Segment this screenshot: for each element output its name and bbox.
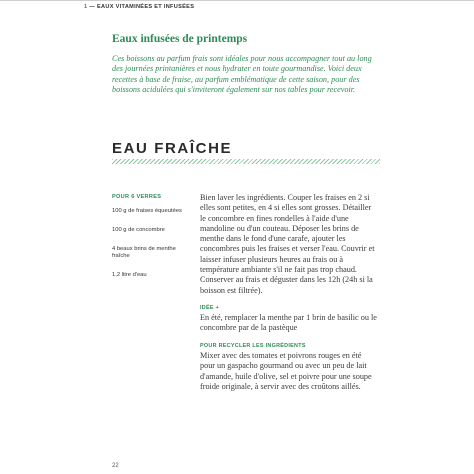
running-head-text [84,4,194,10]
ingredient-list [112,208,194,280]
ingredient-item: 4 beaux brins de menthe fraîche [112,245,176,260]
page-number: 22 [112,463,119,469]
serves-label: POUR 6 VERRES [112,194,162,200]
recycle-label: POUR RECYCLER LES INGRÉDIENTS [200,343,306,349]
ingredient-item: 100 g de concombre [112,226,165,233]
top-rule [0,0,474,1]
intro-title: Eaux infusées de printemps [112,33,248,45]
idea-text: En été, remplacer la menthe par 1 brin de basilic ou le concombre par de la pastèque [200,313,377,333]
running-head-separator: — [87,4,98,10]
chapter-number: 1 [84,4,88,10]
recycle-text: Mixer avec des tomates et poivrons rouges en été pour un gaspacho gourmand ou avec un peu de lait d'amande, huile d'olive, sel et poivre pour une soupe froide originale, à servir avec des croûtons aillés. [200,351,372,391]
hatched-divider [112,159,380,164]
method-text: Bien laver les ingrédients. Couper les fraises en 2 si elles sont petites, en 4 si elles sont grosses. Détailler le concombre en fines rondelles à l'aide d'une mandoline ou d'un couteau. Déposer les brins de menthe dans le fond d'une carafe, ajouter les concombres puis les fraises et verser l'eau. Couvrir et laisser infuser plusieurs heures au frais ou à température ambiante s'il ne fait pas trop chaud. Conserver au frais et déguster dans les 12h (24h si la boisson est filtrée). [200,193,375,295]
recipe-title: EAU FRAÎCHE [112,140,233,157]
ingredient-item: 1,2 litre d'eau [112,272,147,279]
ingredients-column [112,194,194,291]
running-head [0,0,474,18]
ingredient-item: 100 g de fraises équeutées [112,208,182,214]
idea-label: IDÉE + [200,305,220,311]
chapter-title: EAUX VITAMINÉES ET INFUSÉES [97,4,195,10]
intro-text: Ces boissons au parfum frais sont idéales pour nous accompagner tout au long des journées printanières et nous hydrater en toute gourmandise. Voici deux recettes à base de fraise, au parfum emblématique de cette saison, pour des boissons acidulées qui s'inviteront également sur nos tables pour recevoir. [112,54,372,94]
